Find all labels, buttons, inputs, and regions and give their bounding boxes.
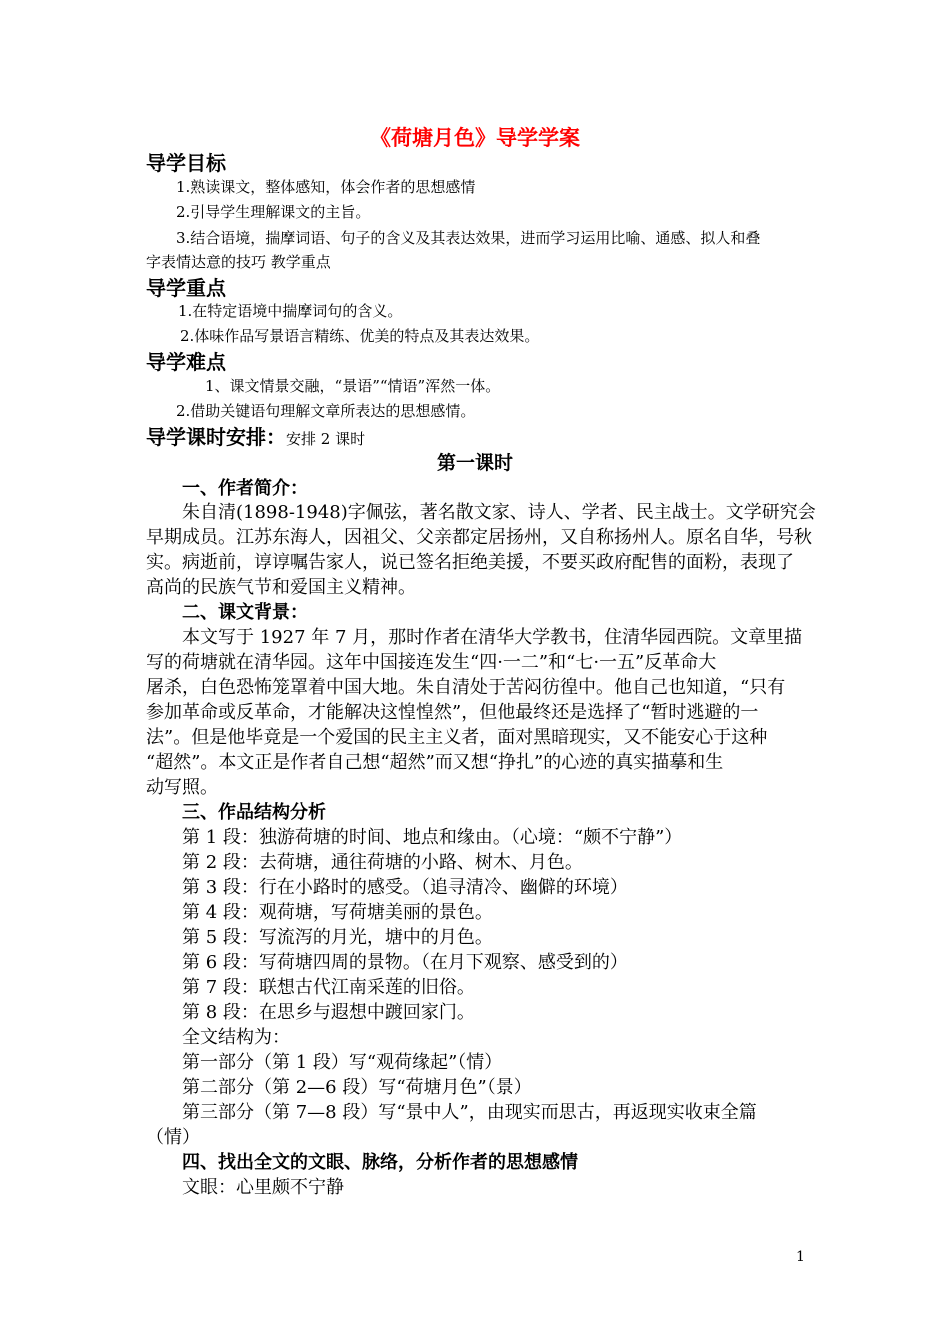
goals-heading: 导学目标 — [146, 151, 226, 175]
structure-line: 第 7 段：联想古代江南采莲的旧俗。 — [182, 977, 475, 998]
theme-line: 文眼：心里颇不宁静 — [182, 1177, 344, 1198]
goals-item-3-cont: 字表情达意的技巧 教学重点 — [146, 253, 331, 271]
author-line: 朱自清(1898-1948)字佩弦，著名散文家、诗人、学者、民主战士。文学研究会 — [182, 502, 816, 523]
author-line: 实。病逝前，谆谆嘱告家人，说已签名拒绝美援，不要买政府配售的面粉，表现了 — [146, 552, 794, 573]
goals-item-3: 3.结合语境，揣摩词语、句子的含义及其表达效果，进而学习运用比喻、通感、拟人和叠 — [176, 229, 761, 247]
goals-item-2: 2.引导学生理解课文的主旨。 — [176, 203, 371, 221]
difficulty-item-2: 2.借助关键语句理解文章所表达的思想感情。 — [176, 402, 476, 420]
background-line: 法”。但是他毕竟是一个爱国的民主主义者，面对黑暗现实，又不能安心于这种 — [146, 727, 768, 748]
focus-heading: 导学重点 — [146, 276, 226, 300]
schedule-row — [146, 424, 365, 452]
author-heading: 一、作者简介： — [182, 478, 308, 499]
structure-line: 第二部分（第 2—6 段）写“荷塘月色”（景） — [182, 1077, 532, 1098]
structure-line: 第 6 段：写荷塘四周的景物。（在月下观察、感受到的） — [182, 952, 628, 973]
structure-line: 第 2 段：去荷塘，通往荷塘的小路、树木、月色。 — [182, 852, 583, 873]
background-line: 屠杀，白色恐怖笼罩着中国大地。朱自清处于苦闷彷徨中。他自己也知道，“只有 — [146, 677, 786, 698]
background-line: “超然”。本文正是作者自己想“超然”而又想“挣扎”的心迹的真实描摹和生 — [146, 752, 724, 773]
structure-line: 第三部分（第 7—8 段）写“景中人”，由现实而思古，再返现实收束全篇 — [182, 1102, 757, 1123]
background-line: 本文写于 1927 年 7 月，那时作者在清华大学教书，住清华园西院。文章里描 — [182, 627, 803, 648]
background-line: 参加革命或反革命，才能解决这惶惶然”，但他最终还是选择了“暂时逃避的一 — [146, 702, 759, 723]
focus-item-2: 2.体味作品写景语言精练、优美的特点及其表达效果。 — [180, 327, 540, 345]
structure-line: 第一部分（第 1 段）写“观荷缘起”（情） — [182, 1052, 503, 1073]
structure-line: 第 5 段：写流泻的月光，塘中的月色。 — [182, 927, 493, 948]
schedule-value: 安排 2 课时 — [286, 430, 366, 448]
difficulty-heading: 导学难点 — [146, 350, 226, 374]
theme-heading: 四、找出全文的文眼、脉络，分析作者的思想感情 — [182, 1152, 578, 1173]
page-number: 1 — [796, 1249, 805, 1265]
structure-line: 第 8 段：在思乡与遐想中踱回家门。 — [182, 1002, 475, 1023]
difficulty-item-1: 1、课文情景交融，“景语”“情语”浑然一体。 — [205, 377, 501, 395]
focus-item-1: 1.在特定语境中揣摩词句的含义。 — [178, 302, 403, 320]
background-heading: 二、课文背景： — [182, 602, 308, 623]
structure-line: 全文结构为： — [182, 1027, 290, 1048]
structure-line: 第 3 段：行在小路时的感受。（追寻清冷、幽僻的环境） — [182, 877, 628, 898]
structure-line: 第 1 段：独游荷塘的时间、地点和缘由。（心境：“颇不宁静”） — [182, 827, 683, 848]
goals-item-1: 1.熟读课文，整体感知，体会作者的思想感情 — [176, 178, 476, 196]
author-line: 高尚的民族气节和爱国主义精神。 — [146, 577, 416, 598]
structure-heading: 三、作品结构分析 — [182, 802, 326, 823]
document-title: 《荷塘月色》导学学案 — [370, 126, 580, 150]
background-line: 写的荷塘就在清华园。这年中国接连发生“四·一二”和“七·一五”反革命大 — [146, 652, 717, 673]
lesson-heading: 第一课时 — [436, 452, 513, 474]
author-line: 早期成员。江苏东海人，因祖父、父亲都定居扬州，又自称扬州人。原名自华，号秋 — [146, 527, 812, 548]
schedule-heading: 导学课时安排： — [146, 425, 286, 449]
structure-line: 第 4 段：观荷塘，写荷塘美丽的景色。 — [182, 902, 493, 923]
structure-line: （情） — [146, 1127, 200, 1148]
background-line: 动写照。 — [146, 777, 218, 798]
